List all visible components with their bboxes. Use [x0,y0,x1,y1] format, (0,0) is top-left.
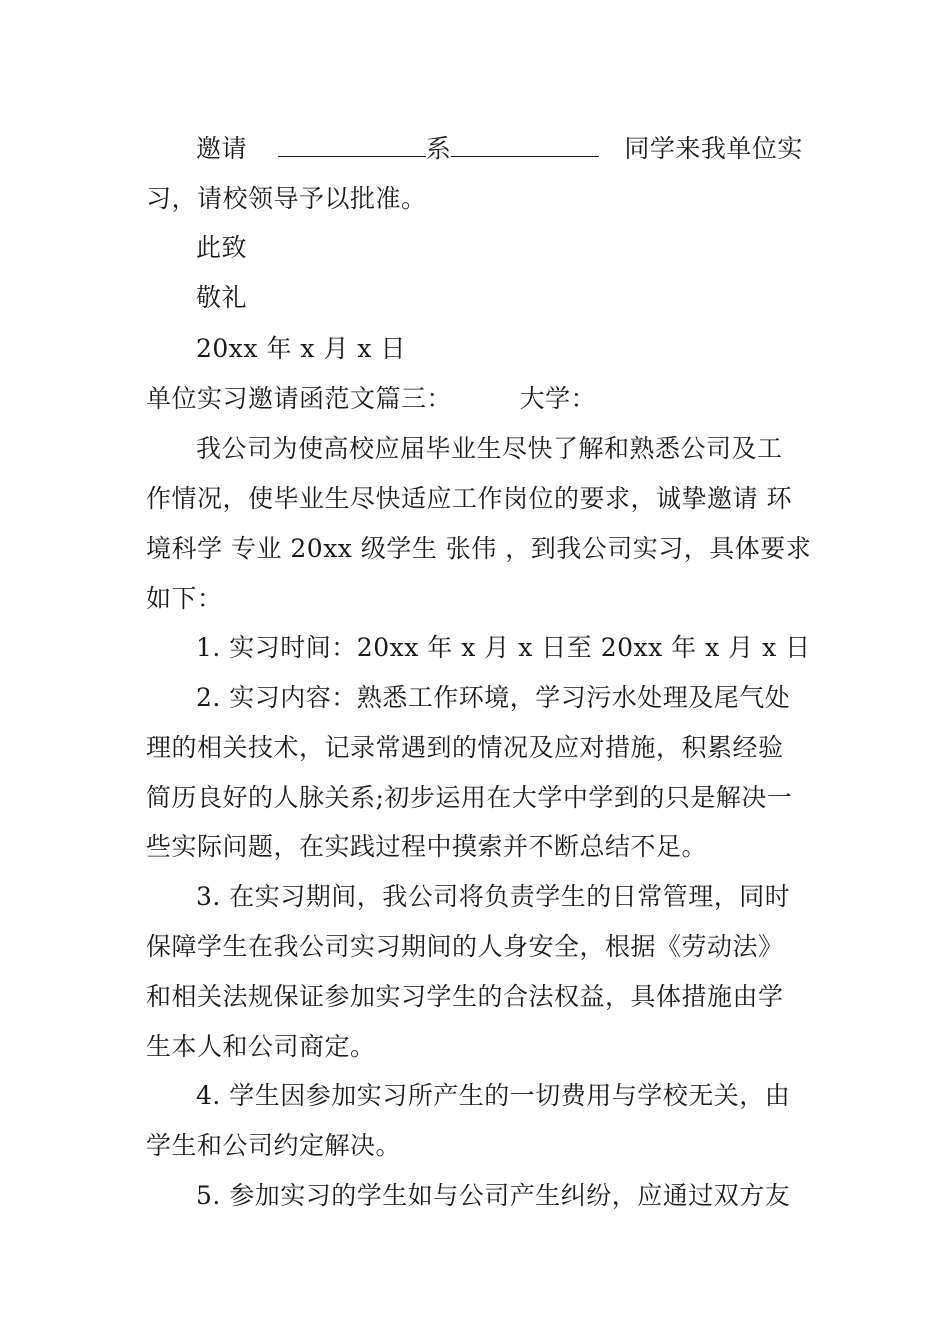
p1-line-4: 如下： [146,584,223,613]
invite-cont: 习，请校领导予以批准。 [146,184,427,213]
item3-line-2: 保障学生在我公司实习期间的人身安全，根据《劳动法》 [146,932,784,961]
item2-line-4: 些实际问题，在实践过程中摸索并不断总结不足。 [146,832,708,861]
item2-line-2: 理的相关技术，记录常遇到的情况及应对措施，积累经验 [146,733,784,762]
item5-line-1: 5. 参加实习的学生如与公司产生纠纷，应通过双方友 [196,1181,791,1210]
invite-suffix: 同学来我单位实 [624,134,803,163]
blank-dept [451,134,599,157]
dept-word: 系 [425,134,452,163]
item3-line-3: 和相关法规保证参加实习学生的合法权益，具体措施由学 [146,982,784,1011]
item4-line-1: 4. 学生因参加实习所产生的一切费用与学校无关，由 [196,1081,791,1110]
letter-date: 20xx 年 x 月 x 日 [196,334,406,363]
section-heading: 单位实习邀请函范文篇三： 大学： [146,384,597,413]
invite-line [196,134,810,164]
item3-line-4: 生本人和公司商定。 [146,1032,376,1061]
salutation-1: 此致 [196,233,248,262]
item4-line-2: 学生和公司约定解决。 [146,1131,402,1160]
item2-line-1: 2. 实习内容：熟悉工作环境，学习污水处理及尾气处 [196,683,791,712]
p1-line-1: 我公司为使高校应届毕业生尽快了解和熟悉公司及工 [196,434,783,463]
item1-line: 1. 实习时间：20xx 年 x 月 x 日至 20xx 年 x 月 x 日 [196,633,811,662]
p1-line-3: 境科学 专业 20xx 级学生 张伟 ，到我公司实习，具体要求 [146,534,812,563]
salutation-2: 敬礼 [196,283,248,312]
item2-line-3: 简历良好的人脉关系;初步运用在大学中学到的只是解决一 [146,783,793,812]
item3-line-1: 3. 在实习期间，我公司将负责学生的日常管理，同时 [196,882,791,911]
invite-prefix: 邀请 [196,134,248,163]
blank-school [278,134,426,157]
p1-line-2: 作情况，使毕业生尽快适应工作岗位的要求，诚挚邀请 环 [146,484,792,513]
